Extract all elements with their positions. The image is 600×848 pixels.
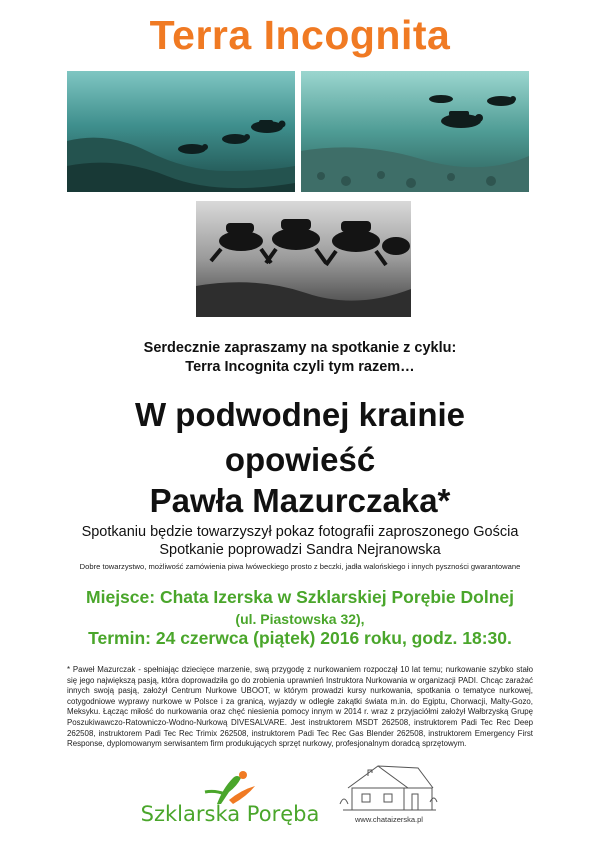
- subtitle-line-1: Spotkaniu będzie towarzyszył pokaz fotografii zaproszonego Gościa: [81, 524, 519, 540]
- extras-note: Dobre towarzystwo, możliwość zamówienia piwa lwóweckiego prosto z beczki, jadła walońskiego i innych pyszności gwarantowane: [79, 562, 521, 571]
- poster-title: Terra Incognita: [149, 12, 451, 58]
- headline-line-2: opowieść: [224, 441, 376, 478]
- szklarska-poreba-logo: [125, 770, 335, 830]
- invite-line-2: Terra Incognita czyli tym razem…: [185, 359, 415, 375]
- chata-url-link[interactable]: www.chataizerska.pl: [355, 815, 423, 824]
- divers-photo-2: [301, 71, 529, 192]
- house-sketch-icon: [338, 758, 438, 814]
- subtitle-line-2: Spotkanie poprowadzi Sandra Nejranowska: [159, 542, 441, 558]
- logo-text: Szklarska Poręba: [140, 802, 320, 826]
- speaker-bio: * Paweł Mazurczak - spełniając dziecięce marzenie, swą przygodę z nurkowaniem rozpoczął 10 lat temu; nurkowanie szybko stało się jego największą pasją, która doprowadziła go do zrobienia uprawnień Instruktora Nurkowania w organizacji PADI. Chcąc zarażać innych swoją pasją, założył Centrum Nurkowe UBOOT, w którym prowadzi kursy nurkowania, spotkania o tematyce nurkowej, cotygodniowe wyprawy nurkowe w Polsce i za granicą, wyjazdy w odległe zakątki świata m.in. do Egiptu, Chorwacji, Malty-Gozo, Meksyku. Łącząc miłość do nurkowania oraz chęć niesienia pomocy innym w 2014 r. wraz z przyjaciółmi założył Wałbrzyską Grupę Poszukiwawczo-Ratowniczo-Wodno-Nurkową DIVESALVARE. Jest instruktorem MSDT 262508, instruktorem Padi Tec Rec Deep 262508, instruktorem Padi Tec Rec Trimix 262508, instruktorem Padi Tec Rec Gas Blender 262508, instruktorem Emergency First Response, dyplomowanym serwisantem firm produkujących sprzęt nurkowy, profesjonalnym doradcą sprzętowym.: [67, 665, 533, 749]
- event-address: (ul. Piastowska 32),: [235, 611, 365, 627]
- divers-photo-3: [196, 201, 411, 317]
- headline-line-3: Pawła Mazurczaka*: [149, 482, 451, 519]
- headline-line-1: W podwodnej krainie: [134, 396, 466, 433]
- logo-figure-icon: [125, 770, 335, 806]
- event-date: Termin: 24 czerwca (piątek) 2016 roku, godz. 18:30.: [88, 628, 512, 648]
- event-place: Miejsce: Chata Izerska w Szklarskiej Porębie Dolnej: [86, 587, 514, 607]
- invite-line-1: Serdecznie zapraszamy na spotkanie z cyklu:: [143, 340, 457, 356]
- divers-photo-1: [67, 71, 295, 192]
